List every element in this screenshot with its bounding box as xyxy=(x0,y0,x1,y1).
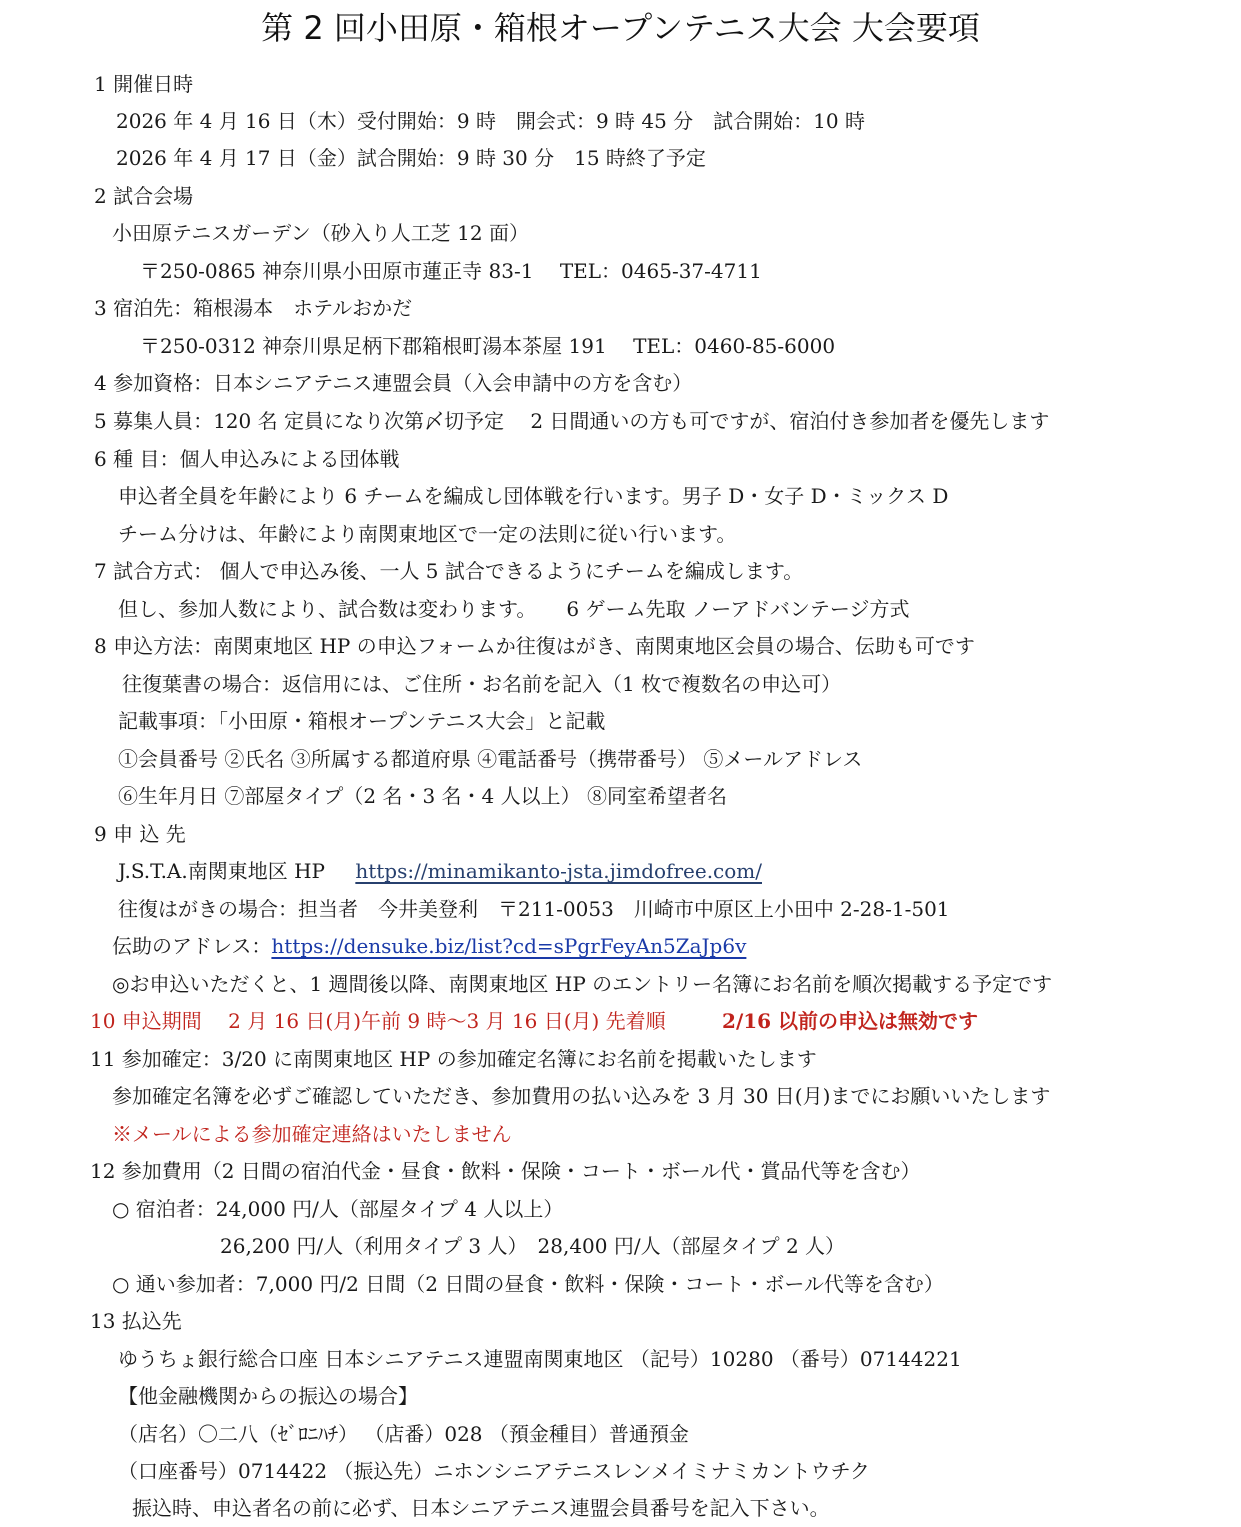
sec3-heading: 3 宿泊先：箱根湯本 ホテルおかだ xyxy=(94,296,413,320)
sec1-heading: 1 開催日時 xyxy=(94,72,194,96)
sec13-line3: （店名）〇二八（ｾﾞﾛﾆﾊﾁ） （店番）028 （預金種目）普通預金 xyxy=(118,1422,689,1446)
sec12-line1: ○ 宿泊者：24,000 円/人（部屋タイプ 4 人以上） xyxy=(112,1197,564,1221)
sec9-densuke-label: 伝助のアドレス： xyxy=(112,934,272,958)
sec11-heading: 11 参加確定：3/20 に南関東地区 HP の参加確定名簿にお名前を掲載いたします xyxy=(90,1047,817,1071)
sec2-address: 〒250-0865 神奈川県小田原市蓮正寺 83-1 TEL：0465-37-4711 xyxy=(140,259,762,283)
sec10-row xyxy=(90,1003,978,1040)
sec6-line2: チーム分けは、年齢により南関東地区で一定の法則に従い行います。 xyxy=(118,522,737,546)
sec8-heading: 8 申込方法：南関東地区 HP の申込フォームか往復はがき、南関東地区会員の場合、伝助も可です xyxy=(94,634,975,658)
sec11-line1: 参加確定名簿を必ずご確認していただき、参加費用の払い込みを 3 月 30 日(月)までにお願いいたします xyxy=(112,1084,1051,1108)
sec4-heading: 4 参加資格：日本シニアテニス連盟会員（入会申請中の方を含む） xyxy=(94,371,693,395)
sec13-line1: ゆうちょ銀行総合口座 日本シニアテニス連盟南関東地区 （記号）10280 （番号）07144221 xyxy=(118,1347,962,1371)
sec2-venue: 小田原テニスガーデン（砂入り人工芝 12 面） xyxy=(112,221,529,245)
sec2-heading: 2 試合会場 xyxy=(94,184,194,208)
sec12-line3: ○ 通い参加者：7,000 円/2 日間（2 日間の昼食・飲料・保険・コート・ボール代等を含む） xyxy=(112,1272,944,1296)
sec5-heading: 5 募集人員：120 名 定員になり次第〆切予定 2 日間通いの方も可ですが、宿泊付き参加者を優先します xyxy=(94,409,1050,433)
sec12-line2: 26,200 円/人（利用タイプ 3 人） 28,400 円/人（部屋タイプ 2 人） xyxy=(220,1234,846,1258)
sec1-day1: 2026 年 4 月 16 日（木）受付開始：9 時 開会式：9 時 45 分 試合開始：10 時 xyxy=(116,109,865,133)
sec9-hp-label: J.S.T.A.南関東地区 HP xyxy=(118,859,325,883)
sec3-address: 〒250-0312 神奈川県足柄下郡箱根町湯本茶屋 191 TEL：0460-85-6000 xyxy=(140,334,836,358)
sec10-warning: 2/16 以前の申込は無効です xyxy=(722,1009,979,1033)
sec9-note: ◎お申込いただくと、1 週間後以降、南関東地区 HP のエントリー名簿にお名前を順次掲載する予定です xyxy=(112,972,1053,996)
sec6-line1: 申込者全員を年齢により 6 チームを編成し団体戦を行います。男子 D・女子 D・ミックス D xyxy=(118,484,949,508)
sec9-postcard: 往復はがきの場合：担当者 今井美登利 〒211-0053 川崎市中原区上小田中 2-28-1-501 xyxy=(118,897,950,921)
sec13-line5: 振込時、申込者名の前に必ず、日本シニアテニス連盟会員番号を記入下さい。 xyxy=(132,1496,830,1520)
sec7-heading: 7 試合方式： 個人で申込み後、一人 5 試合できるようにチームを編成します。 xyxy=(94,559,804,583)
sec13-heading: 13 払込先 xyxy=(90,1309,182,1333)
sec13-line4: （口座番号）0714422 （振込先）ニホンシニアテニスレンメイミナミカントウチク xyxy=(118,1459,870,1483)
sec8-line3: ①会員番号 ②氏名 ③所属する都道府県 ④電話番号（携帯番号） ⑤メールアドレス xyxy=(118,747,863,771)
sec1-day2: 2026 年 4 月 17 日（金）試合開始：9 時 30 分 15 時終了予定 xyxy=(116,146,706,170)
sec6-heading: 6 種 目：個人申込みによる団体戦 xyxy=(94,447,400,471)
sec13-line2: 【他金融機関からの振込の場合】 xyxy=(118,1384,418,1408)
hp-url-link[interactable]: https://minamikanto-jsta.jimdofree.com/ xyxy=(355,859,762,883)
document-title: 第 2 回小田原・箱根オープンテニス大会 大会要項 xyxy=(261,9,980,47)
sec9-densuke-row xyxy=(112,928,746,965)
densuke-url-link[interactable]: https://densuke.biz/list?cd=sPgrFeyAn5ZaJp6v xyxy=(271,934,747,958)
sec10-period: 10 申込期間 2 月 16 日(月)午前 9 時～3 月 16 日(月) 先着順 xyxy=(90,1009,666,1033)
sec8-line2: 記載事項：「小田原・箱根オープンテニス大会」と記載 xyxy=(118,709,606,733)
sec9-hp-row xyxy=(118,853,762,890)
sec12-heading: 12 参加費用（2 日間の宿泊代金・昼食・飲料・保険・コート・ボール代・賞品代等を含む） xyxy=(90,1159,921,1183)
sec9-heading: 9 申 込 先 xyxy=(94,822,186,846)
sec7-line1: 但し、参加人数により、試合数は変わります。 6 ゲーム先取 ノーアドバンテージ方式 xyxy=(118,597,910,621)
sec11-note: ※メールによる参加確定連絡はいたしません xyxy=(112,1122,512,1146)
sec8-line4: ⑥生年月日 ⑦部屋タイプ（2 名・3 名・4 人以上） ⑧同室希望者名 xyxy=(118,784,727,808)
sec8-line1: 往復葉書の場合：返信用には、ご住所・お名前を記入（1 枚で複数名の申込可） xyxy=(122,672,842,696)
